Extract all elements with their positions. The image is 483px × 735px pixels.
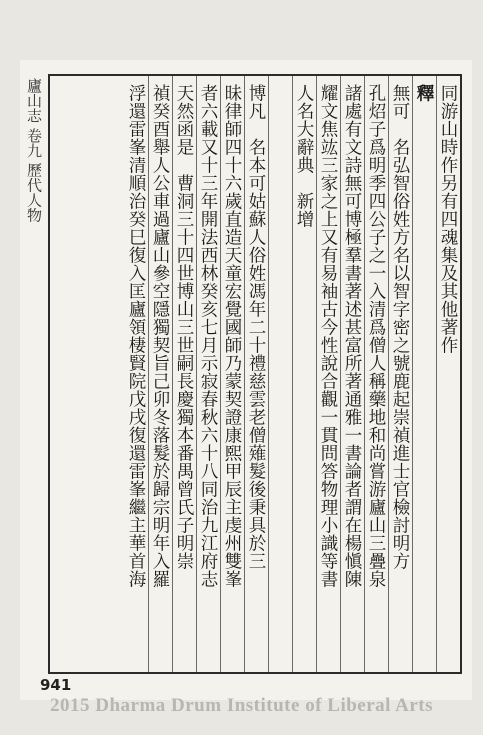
blank-column (268, 76, 292, 672)
section-heading: 釋 (412, 76, 436, 672)
watermark-text: 2015 Dharma Drum Institute of Liberal Arts (49, 695, 434, 716)
text-column: 耀文焦竑三家之上又有易袖古今性說合觀一貫問答物理小識等書 (316, 76, 340, 672)
text-column: 禎癸酉舉人公車過廬山參空隱獨契旨己卯冬落髮於歸宗明年入羅 (148, 76, 172, 672)
text-column: 昧律師四十六歲直造天童宏覺國師乃蒙契證康熙甲辰主虔州雙峯 (220, 76, 244, 672)
text-column: 浮還雷峯清順治癸巳復入匡廬領棲賢院戊戌復還雷峯繼主華首海 (126, 84, 146, 588)
page-number: 941 (40, 676, 72, 694)
text-column: 者六載又十三年開法西林癸亥七月示寂春秋六十八同治九江府志 (196, 76, 220, 672)
text-column: 人名大辭典 新增 (292, 76, 316, 672)
text-frame (48, 74, 462, 674)
book-page (20, 60, 472, 700)
text-column: 無可 名弘智俗姓方名以智字密之號鹿起崇禎進士官檢討明方 (388, 76, 412, 672)
spine-label: 廬山志 卷九 歷代人物 (25, 78, 43, 223)
text-column: 諸處有文詩無可博極羣書著述甚富所著通雅一書論者謂在楊愼陳 (340, 76, 364, 672)
text-column: 博凡 名本可姑蘇人俗姓馮年二十禮慈雲老僧薙髮後秉具於三 (244, 76, 268, 672)
text-column: 孔炤子爲明季四公子之一入清爲僧人稱藥地和尚嘗游廬山三疊泉 (364, 76, 388, 672)
text-column: 天然函是 曹洞三十四世博山三世嗣長慶獨本番禺曾氏子明崇 (172, 76, 196, 672)
text-columns (50, 76, 460, 672)
text-column: 同游山時作另有四魂集及其他著作 (436, 76, 460, 672)
